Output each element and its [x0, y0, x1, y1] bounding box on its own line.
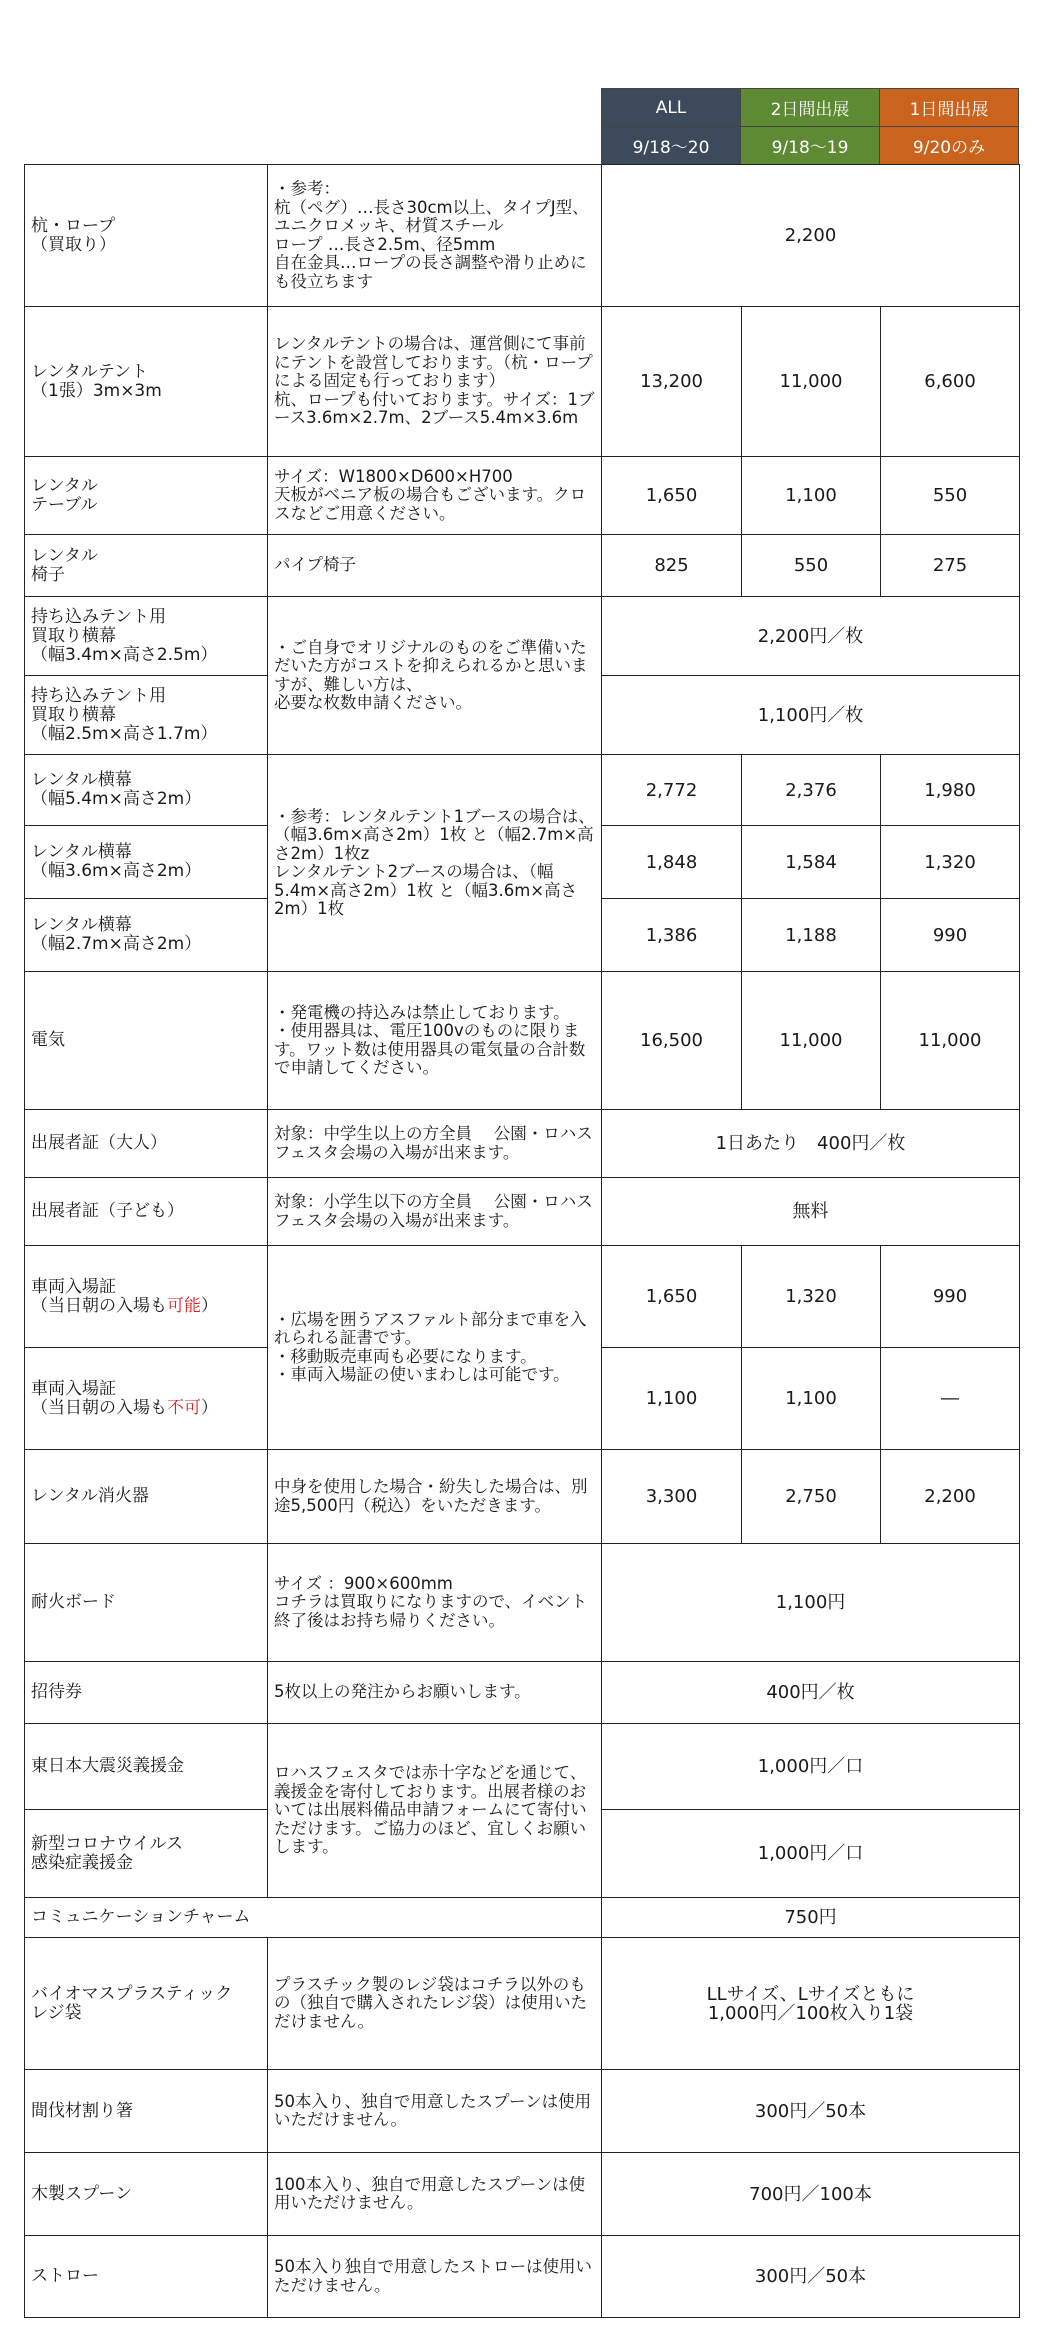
price-two-day: 11,000	[742, 307, 881, 457]
item-description: ・広場を囲うアスファルト部分まで車を入れられる証書です。 ・移動販売車両も必要になります。 ・車両入場証の使いまわしは可能です。	[268, 1246, 602, 1450]
item-name: コミュニケーションチャーム	[25, 1898, 602, 1938]
item-name: レンタル横幕 （幅5.4m×高さ2m）	[25, 755, 268, 826]
vehicle-status-allowed: 可能	[167, 1295, 201, 1316]
item-name: レンタル消火器	[25, 1450, 268, 1544]
price-two-day: 1,100	[742, 457, 881, 535]
item-description: 対象：小学生以下の方全員 公園・ロハスフェスタ会場の入場が出来ます。	[268, 1178, 602, 1246]
price-two-day: 1,320	[742, 1246, 881, 1348]
item-name: レンタルテント （1張）3m×3m	[25, 307, 268, 457]
price-one-day: 990	[881, 1246, 1020, 1348]
table-row	[25, 2070, 1020, 2153]
item-price: 300円／50本	[602, 2236, 1020, 2318]
item-name: 電気	[25, 972, 268, 1110]
item-description: ・参考： 杭（ペグ）…長さ30cm以上、タイプJ型、ユニクロメッキ、材質スチール ロープ …長さ2.5m、径5mm 自在金具…ロープの長さ調整や滑り止めにも役立ちます	[268, 165, 602, 307]
item-name: 出展者証（子ども）	[25, 1178, 268, 1246]
price-all: 3,300	[602, 1450, 742, 1544]
item-name: レンタル テーブル	[25, 457, 268, 535]
table-row	[25, 597, 1020, 676]
vehicle-name-text: 車両入場証 （当日朝の入場も	[31, 1378, 167, 1418]
item-name: バイオマスプラスティック レジ袋	[25, 1938, 268, 2070]
item-description: パイプ椅子	[268, 535, 602, 597]
tier-all-dates: 9/18～20	[602, 127, 741, 165]
price-two-day: 550	[742, 535, 881, 597]
item-description: ・発電機の持込みは禁止しております。 ・使用器具は、電圧100vのものに限ります。ワット数は使用器具の電気量の合計数で申請してください。	[268, 972, 602, 1110]
price-one-day: 2,200	[881, 1450, 1020, 1544]
price-two-day: 1,188	[742, 899, 881, 972]
price-all: 1,848	[602, 826, 742, 899]
price-all: 16,500	[602, 972, 742, 1110]
table-row	[25, 755, 1020, 826]
price-two-day: 1,584	[742, 826, 881, 899]
item-price: 2,200	[602, 165, 1020, 307]
item-name: 杭・ロープ （買取り）	[25, 165, 268, 307]
tier-two-day-dates: 9/18～19	[741, 127, 880, 165]
price-one-day: 1,980	[881, 755, 1020, 826]
item-name: ストロー	[25, 2236, 268, 2318]
table-row	[25, 1938, 1020, 2070]
price-one-day: 6,600	[881, 307, 1020, 457]
item-price: 700円／100本	[602, 2153, 1020, 2236]
item-name: 出展者証（大人）	[25, 1110, 268, 1178]
item-name	[25, 1348, 268, 1450]
item-price: 1,100円	[602, 1544, 1020, 1662]
item-description: 50本入り、独自で用意したスプーンは使用いただけません。	[268, 2070, 602, 2153]
item-description: サイズ：W1800×D600×H700 天板がベニア板の場合もございます。クロスなどご用意ください。	[268, 457, 602, 535]
item-description: プラスチック製のレジ袋はコチラ以外のもの（独自で購入されたレジ袋）は使用いただけません。	[268, 1938, 602, 2070]
price-two-day: 2,750	[742, 1450, 881, 1544]
item-name: 木製スプーン	[25, 2153, 268, 2236]
item-description: ・参考：レンタルテント1ブースの場合は、（幅3.6m×高さ2m）1枚 と（幅2.7m×高さ2m）1枚z レンタルテント2ブースの場合は、（幅5.4m×高さ2m）1枚 と（幅3.6m×高さ2m）1枚	[268, 755, 602, 972]
tier-header	[601, 88, 1019, 165]
item-price: LLサイズ、Lサイズともに 1,000円／100枚入り1袋	[602, 1938, 1020, 2070]
item-price: 無料	[602, 1178, 1020, 1246]
item-description: 5枚以上の発注からお願いします。	[268, 1662, 602, 1724]
item-name: レンタル 椅子	[25, 535, 268, 597]
price-one-day: 1,320	[881, 826, 1020, 899]
table-row	[25, 1724, 1020, 1810]
price-all: 13,200	[602, 307, 742, 457]
price-all: 2,772	[602, 755, 742, 826]
tier-one-day-dates: 9/20のみ	[880, 127, 1019, 165]
table-row	[25, 2153, 1020, 2236]
price-one-day: 11,000	[881, 972, 1020, 1110]
table-row	[25, 307, 1020, 457]
item-name: レンタル横幕 （幅2.7m×高さ2m）	[25, 899, 268, 972]
item-name: 持ち込みテント用 買取り横幕 （幅2.5m×高さ1.7m）	[25, 676, 268, 755]
item-description: 50本入り独自で用意したストローは使用いただけません。	[268, 2236, 602, 2318]
table-row	[25, 535, 1020, 597]
item-description: サイズ ：900×600mm コチラは買取りになりますので、イベント終了後はお持ち帰りください。	[268, 1544, 602, 1662]
price-two-day: 1,100	[742, 1348, 881, 1450]
item-name	[25, 1246, 268, 1348]
table-row	[25, 165, 1020, 307]
item-description: ・ご自身でオリジナルのものをご準備いただいた方がコストを抑えられるかと思いますが、難しい方は、 必要な枚数申請ください。	[268, 597, 602, 755]
vehicle-name-text: 車両入場証 （当日朝の入場も	[31, 1276, 167, 1316]
item-price: 750円	[602, 1898, 1020, 1938]
item-price: 2,200円／枚	[602, 597, 1020, 676]
tier-one-day-label: 1日間出展	[880, 89, 1019, 127]
price-one-day: 275	[881, 535, 1020, 597]
item-price: 1,000円／口	[602, 1724, 1020, 1810]
price-one-day: 550	[881, 457, 1020, 535]
price-two-day: 11,000	[742, 972, 881, 1110]
table-row	[25, 1110, 1020, 1178]
table-row	[25, 2236, 1020, 2318]
price-all: 825	[602, 535, 742, 597]
item-description: レンタルテントの場合は、運営側にて事前にテントを設営しております。（杭・ロープによる固定も行っております） 杭、ロープも付いております。サイズ：1ブース3.6m×2.7m、2ブース5.4m×3.6m	[268, 307, 602, 457]
item-price: 1,100円／枚	[602, 676, 1020, 755]
item-description: 100本入り、独自で用意したスプーンは使用いただけません。	[268, 2153, 602, 2236]
table-row	[25, 1450, 1020, 1544]
tier-two-day-label: 2日間出展	[741, 89, 880, 127]
price-all: 1,650	[602, 1246, 742, 1348]
item-name: 耐火ボード	[25, 1544, 268, 1662]
price-all: 1,650	[602, 457, 742, 535]
item-name: 東日本大震災義援金	[25, 1724, 268, 1810]
price-all: 1,386	[602, 899, 742, 972]
table-row	[25, 1898, 1020, 1938]
price-one-day: 990	[881, 899, 1020, 972]
item-price: 300円／50本	[602, 2070, 1020, 2153]
table-row	[25, 1662, 1020, 1724]
item-description: 対象：中学生以上の方全員 公園・ロハスフェスタ会場の入場が出来ます。	[268, 1110, 602, 1178]
item-name: 新型コロナウイルス 感染症義援金	[25, 1810, 268, 1898]
item-description: 中身を使用した場合・紛失した場合は、別途5,500円（税込）をいただきます。	[268, 1450, 602, 1544]
item-name: 間伐材割り箸	[25, 2070, 268, 2153]
price-all: 1,100	[602, 1348, 742, 1450]
table-row	[25, 1246, 1020, 1348]
vehicle-status-not-allowed: 不可	[167, 1397, 201, 1418]
tier-all-label: ALL	[602, 89, 741, 127]
item-price: 1日あたり 400円／枚	[602, 1110, 1020, 1178]
vehicle-name-close: ）	[201, 1295, 218, 1316]
table-row	[25, 1544, 1020, 1662]
table-row	[25, 1178, 1020, 1246]
equipment-price-table	[24, 164, 1020, 2318]
price-one-day: ―	[881, 1348, 1020, 1450]
table-row	[25, 457, 1020, 535]
table-row	[25, 972, 1020, 1110]
item-description: ロハスフェスタでは赤十字などを通じて、義援金を寄付しております。出展者様のおいては出展料備品申請フォームにて寄付いただけます。ご協力のほど、宜しくお願いします。	[268, 1724, 602, 1898]
item-name: 持ち込みテント用 買取り横幕 （幅3.4m×高さ2.5m）	[25, 597, 268, 676]
vehicle-name-close: ）	[201, 1397, 218, 1418]
price-two-day: 2,376	[742, 755, 881, 826]
item-price: 1,000円／口	[602, 1810, 1020, 1898]
item-name: レンタル横幕 （幅3.6m×高さ2m）	[25, 826, 268, 899]
item-name: 招待券	[25, 1662, 268, 1724]
item-price: 400円／枚	[602, 1662, 1020, 1724]
